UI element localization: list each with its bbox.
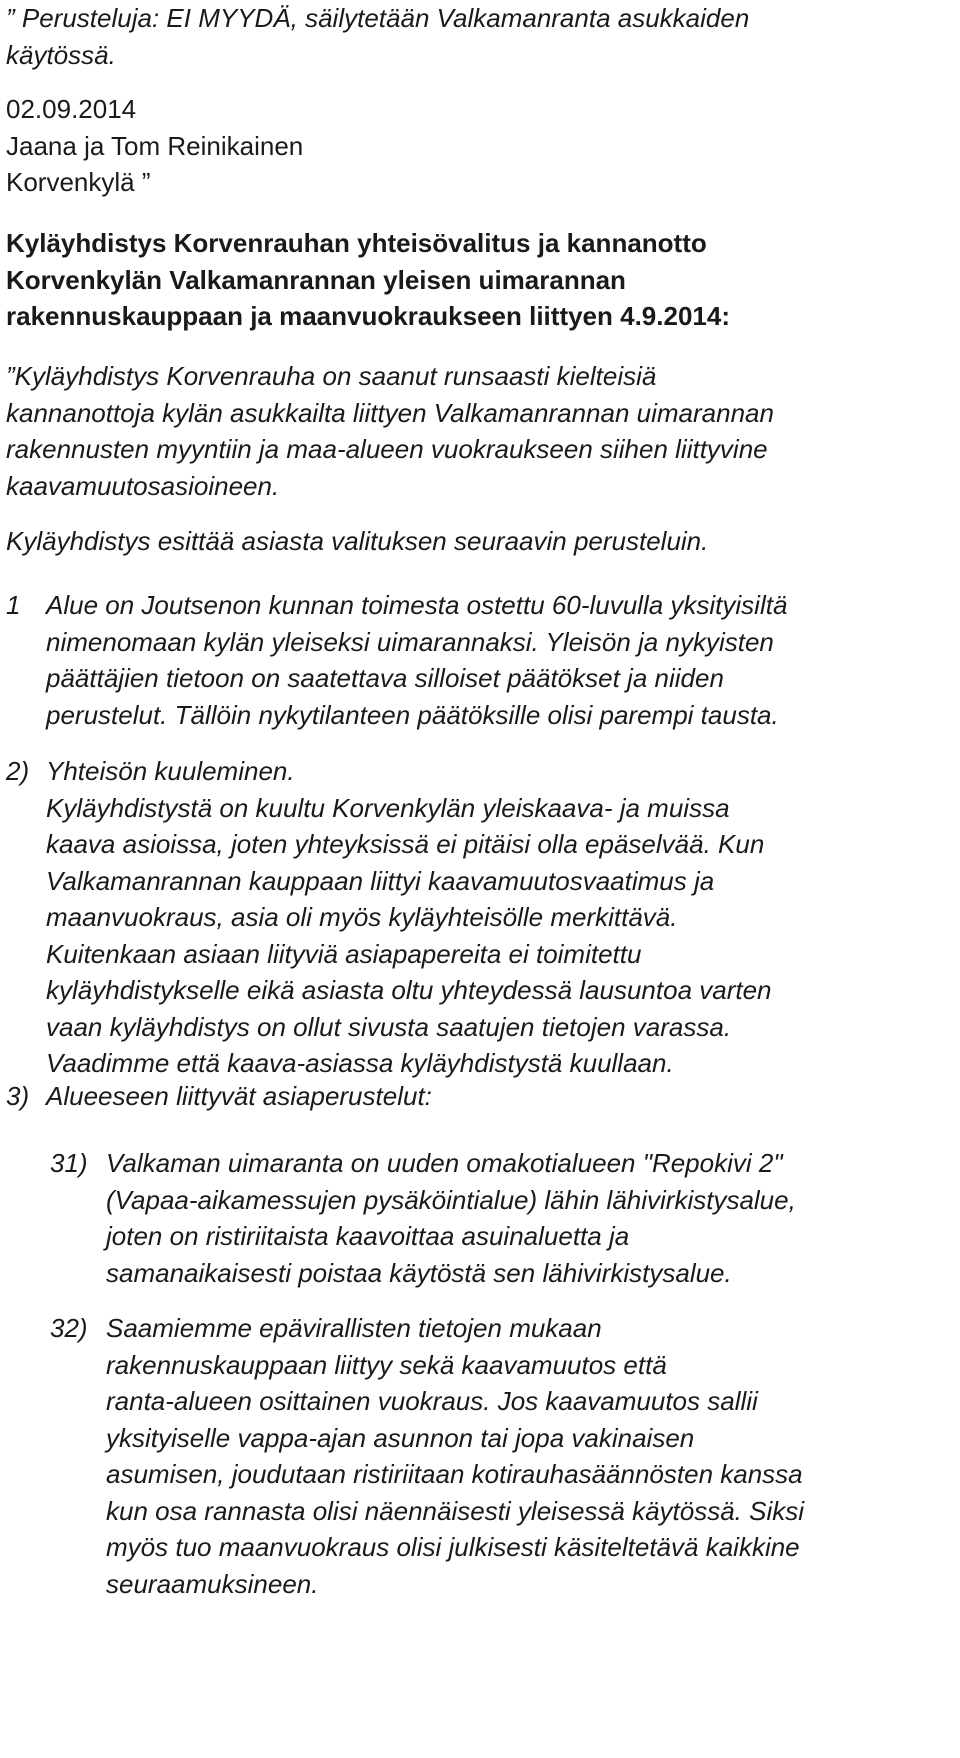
paragraph-line: kannanottoja kylän asukkailta liittyen Valkamanrannan uimarannan [6,397,774,428]
list-item-line: Kuitenkaan asiaan liityviä asiapapereita ei toimitettu [46,938,642,969]
list-item-number: 1 [6,590,21,620]
list-item-number: 32) [50,1313,88,1343]
list-item-3 [6,1078,960,1115]
list-item-line: päättäjien tietoon on saatettava silloiset päätökset ja niiden [46,663,724,693]
paragraph-grounds: Kyläyhdistys esittää asiasta valituksen seuraavin perusteluin. [6,526,709,556]
list-item-line: Valkamanrannan kauppaan liittyi kaavamuutosvaatimus ja [46,865,715,896]
list-item-line: seuraamuksineen. [106,1568,319,1599]
list-item-number: 2) [6,756,30,786]
place: Korvenkylä ” [6,167,151,197]
signature-block [6,91,960,201]
list-item-line: vaan kyläyhdistys on ollut sivusta saatujen tietojen varassa. [46,1011,732,1042]
list-item-line: Vaadimme että kaava-asiassa kyläyhdistystä kuullaan. [46,1048,674,1078]
list-item-line: kaava asioissa, joten yhteyksissä ei pitäisi olla epäselvää. Kun [46,829,765,859]
list-item-1 [6,587,960,733]
list-item-text [46,753,960,1082]
heading-line: Kyläyhdistys Korvenrauhan yhteisövalitus ja kannanotto [6,228,707,258]
list-item-line: nimenomaan kylän yleiseksi uimarannaksi. Yleisön ja nykyisten [46,626,774,657]
date: 02.09.2014 [6,94,137,124]
list-item-number: 31) [50,1148,88,1178]
list-item-text [106,1310,960,1602]
list-item-line: maanvuokraus, asia oli myös kyläyhteisölle merkittävä. [46,902,678,932]
list-item-line: Kyläyhdistystä on kuultu Korvenkylän yleiskaava- ja muissa [46,792,730,823]
list-item-line: joten on ristiriitaista kaavoittaa asuinaluetta ja [106,1221,630,1251]
list-item-32 [6,1310,960,1602]
list-item-line: Alue on Joutsenon kunnan toimesta ostettu 60-luvulla yksityisiltä [46,590,788,620]
list-item-line: kyläyhdistykselle eikä asiasta oltu yhteydessä lausuntoa varten [46,975,772,1005]
list-item-line: kun osa rannasta olisi näennäisesti yleisessä käytössä. Siksi [106,1495,805,1526]
intro-note [6,0,960,73]
list-item-line: Saamiemme epävirallisten tietojen mukaan [106,1313,602,1343]
list-item-line: perustelut. Tällöin nykytilanteen päätöksille olisi parempi tausta. [46,699,779,730]
paragraph-line: rakennusten myyntiin ja maa-alueen vuokraukseen siihen liittyvine [6,434,768,464]
heading-line: Korvenkylän Valkamanrannan yleisen uimarannan [6,264,626,295]
list-item-line: samanaikaisesti poistaa käytöstä sen lähivirkistysalue. [106,1257,732,1288]
list-item-text: Alueeseen liittyvät asiaperustelut: [46,1081,432,1111]
document-heading [6,225,960,335]
list-item-line: (Vapaa-aikamessujen pysäköintialue) lähin lähivirkistysalue, [106,1184,796,1215]
intro-line: käytössä. [6,39,116,70]
list-item-text [46,587,960,733]
list-item-line: yksityiselle vappa-ajan asunnon tai jopa vakinaisen [106,1422,695,1453]
list-item-text [106,1145,960,1291]
list-item-line: Yhteisön kuuleminen. [46,756,295,786]
list-item-line: ranta-alueen osittainen vuokraus. Jos kaavamuutos sallii [106,1386,758,1416]
author: Jaana ja Tom Reinikainen [6,130,304,161]
list-item-31 [6,1145,960,1291]
list-item-line: rakennuskauppaan liittyy sekä kaavamuutos että [106,1349,667,1380]
list-item-line: Valkaman uimaranta on uuden omakotialueen "Repokivi 2" [106,1148,783,1178]
paragraph-line: ”Kyläyhdistys Korvenrauha on saanut runsaasti kielteisiä [6,361,657,391]
intro-line: ” Perusteluja: EI MYYDÄ, säilytetään Valkamanranta asukkaiden [6,3,750,33]
paragraph-intro [6,358,960,504]
list-item-2 [6,753,960,1082]
list-item-number: 3) [6,1081,30,1111]
heading-line: rakennuskauppaan ja maanvuokraukseen liittyen 4.9.2014: [6,301,730,331]
paragraph-line: kaavamuutosasioineen. [6,470,280,501]
list-item-line: myös tuo maanvuokraus olisi julkisesti käsiteltetävä kaikkine [106,1532,800,1562]
list-item-line: asumisen, joudutaan ristiriitaan kotirauhasäännösten kanssa [106,1459,803,1489]
